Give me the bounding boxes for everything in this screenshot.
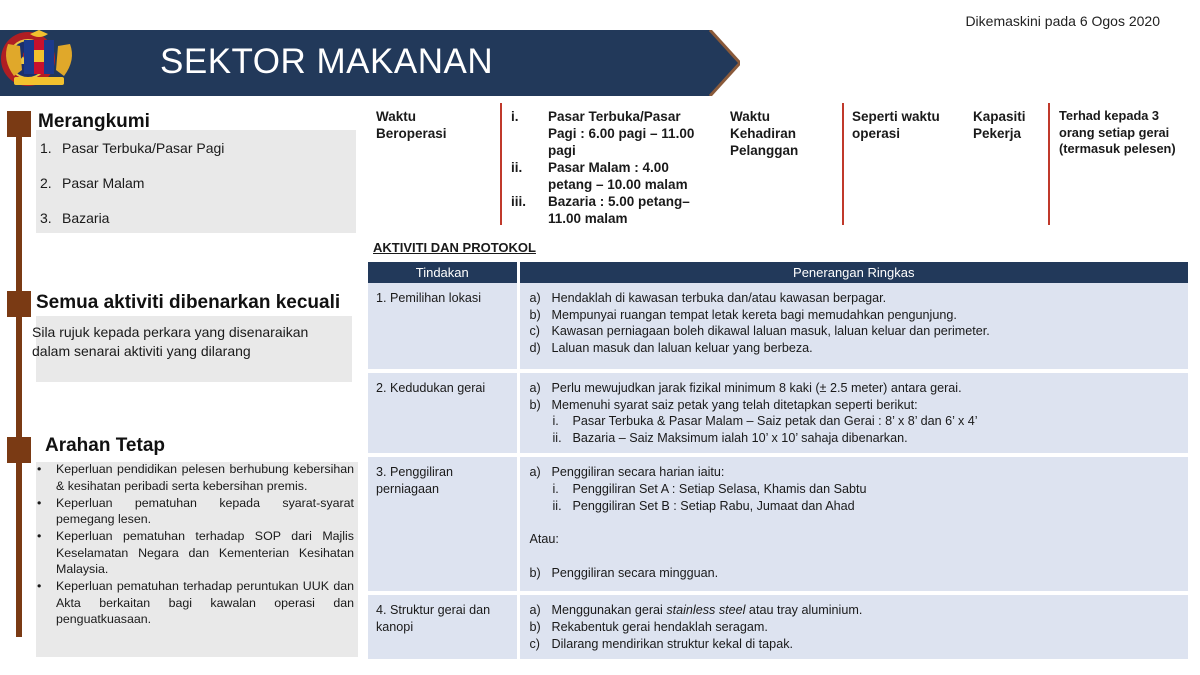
- table-row: [368, 593, 1188, 661]
- row-action: 3. Penggiliran perniagaan: [368, 455, 518, 593]
- list-item: • Keperluan pendidikan pelesen berhubung kebersihan & kesihatan peribadi serta kebersihan premis.: [35, 461, 354, 494]
- row-action: 1. Pemilihan lokasi: [368, 283, 518, 371]
- kapasiti-value: Terhad kepada 3 orang setiap gerai (termasuk pelesen): [1059, 108, 1176, 156]
- kapasiti-label: Kapasiti Pekerja: [973, 109, 1026, 141]
- timeline-marker: [7, 291, 31, 317]
- list-item: • Keperluan pematuhan kepada syarat-syarat pemegang lesen.: [35, 495, 354, 528]
- list-item: c) Kawasan perniagaan boleh dikawal laluan masuk, laluan keluar dan perimeter.: [529, 324, 990, 339]
- list-item: a) Menggunakan gerai stainless steel atau tray aluminium.: [529, 603, 863, 618]
- row-action: 4. Struktur gerai dan kanopi: [368, 593, 518, 661]
- list-item: a) Perlu mewujudkan jarak fizikal minimum 8 kaki (± 2.5 meter) antara gerai.: [529, 381, 962, 395]
- row-desc: [518, 371, 1188, 455]
- list-item: i. Penggiliran Set A : Setiap Selasa, Khamis dan Sabtu: [552, 481, 867, 496]
- protocol-table: [368, 262, 1188, 663]
- operating-hours: [511, 108, 711, 227]
- list-item: ii. Pasar Malam : 4.00 petang – 10.00 malam: [511, 160, 688, 192]
- list-item: i. Pasar Terbuka & Pasar Malam – Saiz petak dan Gerai : 8’ x 8’ dan 6’ x 4’: [552, 414, 978, 429]
- list-item: b) Rekabentuk gerai hendaklah seragam.: [529, 619, 768, 634]
- timeline-line: [16, 112, 22, 637]
- list-item: 1. Pasar Terbuka/Pasar Pagi: [40, 140, 225, 156]
- list-item: d) Laluan masuk dan laluan keluar yang berbeza.: [529, 340, 813, 355]
- list-item: a) Penggiliran secara harian iaitu:: [529, 465, 725, 480]
- row-desc: [518, 593, 1188, 661]
- spacer: [530, 548, 1179, 565]
- malaysia-coat-of-arms-icon: [0, 30, 78, 90]
- divider: [500, 103, 502, 225]
- list-item: a) Hendaklah di kawasan terbuka dan/atau kawasan berpagar.: [529, 291, 887, 305]
- header-tindakan: Tindakan: [368, 262, 518, 283]
- row-desc: [518, 455, 1188, 593]
- list-item: b) Memenuhi syarat saiz petak yang telah ditetapkan seperti berikut:: [529, 397, 918, 412]
- updated-date: Dikemaskini pada 6 Ogos 2020: [965, 13, 1160, 29]
- header-penerangan: Penerangan Ringkas: [518, 262, 1188, 283]
- list-item: b) Penggiliran secara mingguan.: [529, 565, 719, 580]
- atau-text: Atau:: [529, 532, 559, 547]
- table-row: [368, 371, 1188, 455]
- page-title: SEKTOR MAKANAN: [160, 42, 494, 81]
- row-action: 2. Kedudukan gerai: [368, 371, 518, 455]
- divider: [1048, 103, 1050, 225]
- divider: [842, 103, 844, 225]
- protocol-title: AKTIVITI DAN PROTOKOL: [373, 240, 536, 255]
- header-banner: [0, 30, 740, 96]
- list-item: ii. Bazaria – Saiz Maksimum ialah 10’ x 10’ sahaja dibenarkan.: [552, 430, 908, 445]
- arahan-tetap-heading: Arahan Tetap: [45, 435, 166, 456]
- merangkumi-list: [40, 140, 224, 245]
- spacer: [530, 514, 1179, 531]
- table-row: [368, 283, 1188, 371]
- timeline-marker: [7, 437, 31, 463]
- kehadiran-value: Seperti waktu operasi: [852, 109, 940, 141]
- semua-aktiviti-heading: Semua aktiviti dibenarkan kecuali: [36, 292, 341, 313]
- table-row: [368, 455, 1188, 593]
- list-item: b) Mempunyai ruangan tempat letak kereta bagi memudahkan pengunjung.: [529, 307, 957, 322]
- table-header-row: [368, 262, 1188, 283]
- list-item: • Keperluan pematuhan terhadap peruntukan UUK dan Akta berkaitan bagi kawalan operasi dan penguatkuasaan.: [35, 578, 354, 628]
- row-desc: [518, 283, 1188, 371]
- list-item: 2. Pasar Malam: [40, 175, 145, 191]
- waktu-beroperasi-label: Waktu Beroperasi: [376, 109, 447, 141]
- list-item: 3. Bazaria: [40, 210, 110, 226]
- timeline-marker: [7, 111, 31, 137]
- list-item: c) Dilarang mendirikan struktur kekal di tapak.: [529, 636, 793, 651]
- list-item: iii. Bazaria : 5.00 petang– 11.00 malam: [511, 194, 690, 226]
- info-row: [370, 103, 1200, 228]
- merangkumi-heading: Merangkumi: [38, 111, 150, 132]
- semua-aktiviti-note: Sila rujuk kepada perkara yang disenaraikan dalam senarai aktiviti yang dilarang: [32, 324, 309, 359]
- list-item: ii. Penggiliran Set B : Setiap Rabu, Jumaat dan Ahad: [552, 498, 855, 513]
- list-item: • Keperluan pematuhan terhadap SOP dari Majlis Keselamatan Negara dan Kementerian Kesihatan Malaysia.: [35, 528, 354, 578]
- waktu-kehadiran-label: Waktu Kehadiran Pelanggan: [730, 109, 799, 158]
- arahan-tetap-list: [35, 461, 354, 628]
- list-item: i. Pasar Terbuka/Pasar Pagi : 6.00 pagi – 11.00 pagi: [511, 109, 695, 158]
